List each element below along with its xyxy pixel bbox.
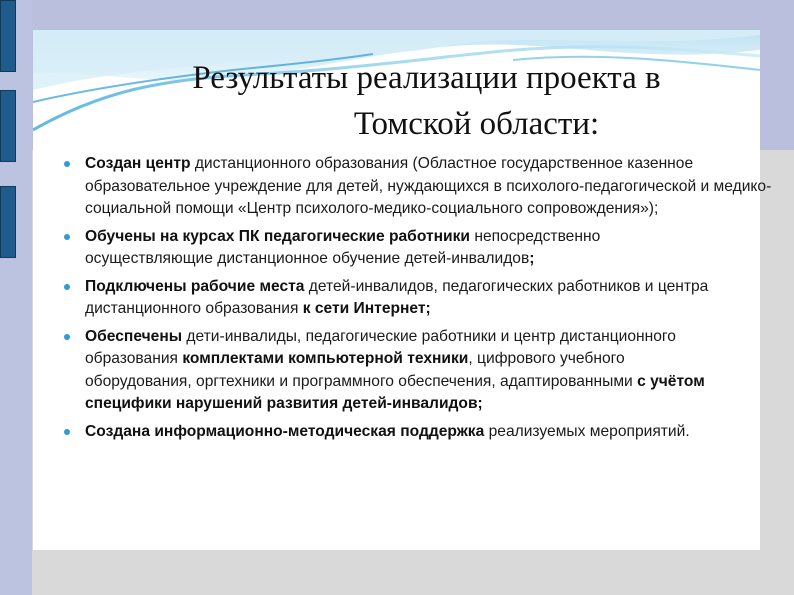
bullet-bold-text: комплектами компьютерной техники [182,350,469,367]
bullet-dot-icon [64,234,70,240]
bullet-text: дети-инвалиды, педагогические работники и центр дистанционного образования [85,327,676,367]
bullet-bold-text: ; [529,250,535,267]
side-tab-3 [0,186,16,258]
bullet-item [33,276,775,321]
bullet-list [33,153,773,448]
bullet-bold-text: с учётом специфики нарушений развития детей-инвалидов; [85,372,705,412]
bullet-item [33,326,725,416]
bullet-item [33,421,725,444]
bullet-bold-text: Обучены на курсах ПК педагогические работники [85,227,475,245]
bullet-text: , цифрового учебного оборудования, оргтехники и программного обеспечения, адаптированными [85,350,638,390]
bullet-bold-text: Обеспечены [85,327,187,345]
bullet-bold-text: Создана информационно-методическая поддержка [85,422,489,440]
bullet-text: реализуемых мероприятий. [488,422,690,440]
bullet-item [33,226,725,271]
bullet-bold-text: Подключены рабочие места [85,277,309,295]
slide-title [33,55,760,147]
bullet-bold-text: к сети Интернет; [302,300,431,317]
title-line-2: Томской области: [353,106,600,142]
bullet-dot-icon [64,161,70,167]
bullet-dot-icon [64,429,70,435]
side-tab-1 [0,0,16,72]
title-line-1: Результаты реализации проекта в [192,60,661,96]
bullet-item [33,153,775,221]
side-tab-2 [0,90,16,162]
bullet-dot-icon [64,284,70,290]
bullet-text: дистанционного образования (Областное государственное казенное образовательное учреждение для детей, нуждающихся в психолого-педагогической и медико-социальной помощи «Центр психолого-медико-социального сопровождения»); [85,155,772,217]
bullet-text: непосредственно осуществляющие дистанционное обучение детей-инвалидов [85,227,601,267]
bullet-bold-text: Создан центр [85,155,195,172]
bullet-dot-icon [64,334,70,340]
bullet-text: детей-инвалидов, педагогических работников и центра дистанционного образования [85,277,709,317]
